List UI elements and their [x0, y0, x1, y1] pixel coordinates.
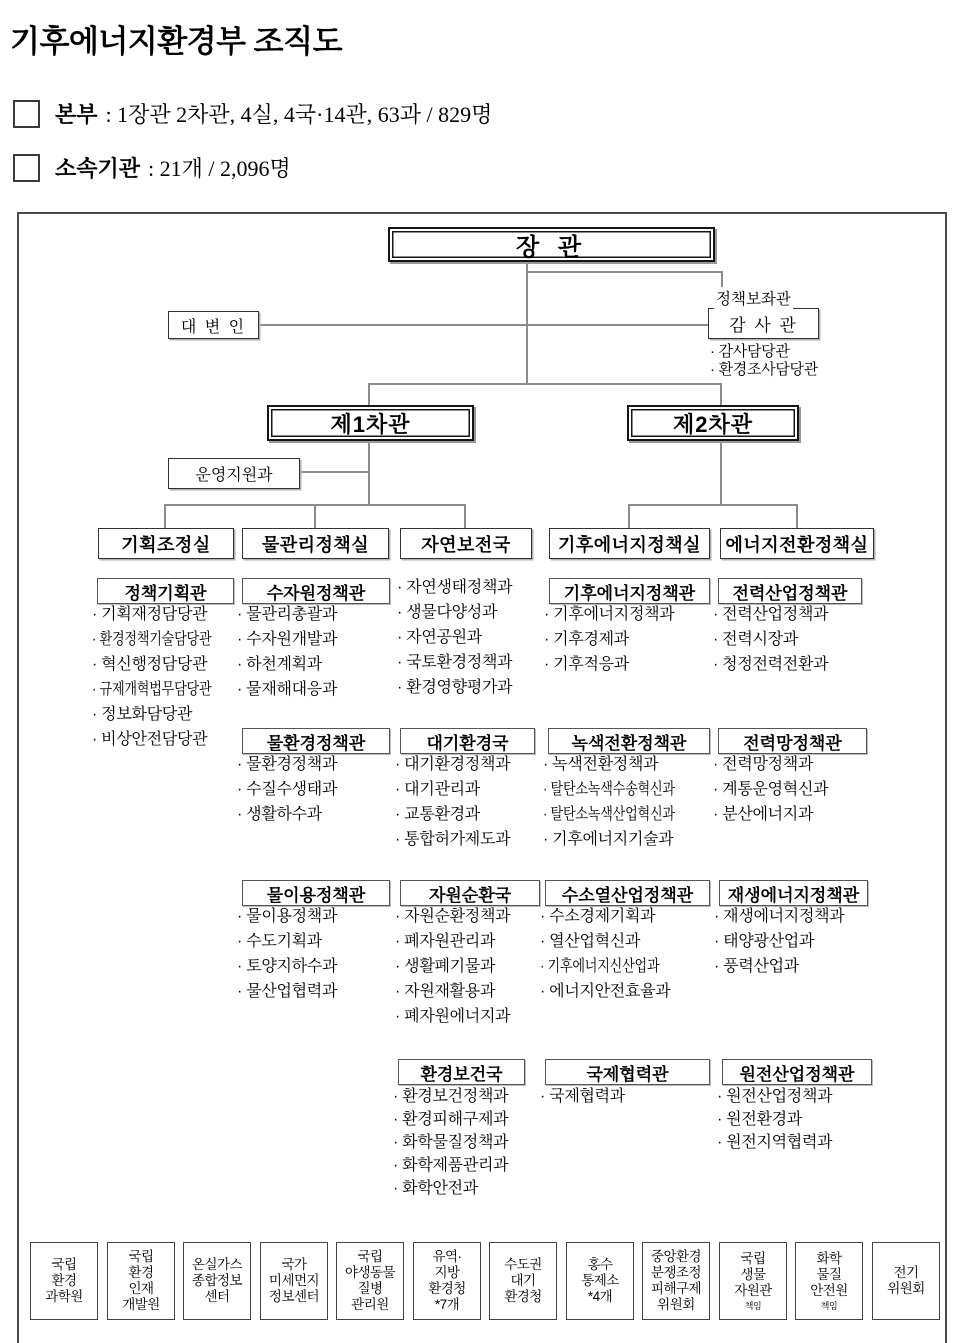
division-items: [92, 602, 238, 752]
department-item: · 에너지안전효율과: [540, 983, 671, 1000]
department-item: · 규제개혁법무담당관: [92, 681, 212, 698]
department-item: · 전력시장과: [713, 631, 798, 648]
connector-line: [720, 437, 722, 505]
department-item: · 기후에너지정책과: [544, 606, 675, 623]
department-item: · 생활하수과: [237, 806, 322, 823]
connector-line: [368, 383, 721, 385]
department-item: · 기후적응과: [544, 656, 629, 673]
division-items: [393, 1085, 508, 1200]
department-item: · 수질수생태과: [237, 781, 338, 798]
connector-line: [164, 504, 166, 529]
division-items: [237, 752, 337, 827]
department-item: · 자원순환정책과: [395, 908, 511, 925]
department-item: · 녹색전환정책과: [543, 756, 659, 773]
department-item: · 화학제품관리과: [393, 1157, 509, 1174]
department-item: · 혁신행정담당관: [92, 656, 208, 673]
department-item: · 생물다양성과: [397, 604, 498, 621]
summary-label: 소속기관: [55, 156, 141, 181]
department-item: · 탈탄소녹색산업혁신과: [543, 806, 675, 823]
division-header: 자원순환국: [400, 880, 540, 906]
department-item: · 물관리총괄과: [237, 606, 338, 623]
connector-line: [257, 324, 709, 326]
connector-line: [796, 504, 798, 529]
department-item: · 통합허가제도과: [395, 831, 511, 848]
institution-box: [30, 1242, 98, 1320]
department-item: · 탈탄소녹색수송혁신과: [543, 781, 675, 798]
department-item: · 물산업협력과: [237, 983, 338, 1000]
institution-box: [795, 1242, 863, 1320]
division-items: [237, 904, 337, 1004]
department-item: · 전력망정책과: [713, 756, 814, 773]
division-items: [713, 602, 828, 677]
department-item: · 기후에너지기술과: [543, 831, 674, 848]
department-item: · 하천계획과: [237, 656, 322, 673]
department-item: · 환경조사담당관: [710, 361, 818, 378]
department-item: · 물환경정책과: [237, 756, 338, 773]
institution-note: 책임: [744, 1301, 762, 1311]
square-bullet-icon: [13, 100, 40, 128]
institution-name: 홍수 통제소 *4개: [581, 1257, 619, 1304]
department-item: · 생활폐기물과: [395, 958, 496, 975]
department-item: · 원전환경과: [717, 1111, 802, 1128]
division-header: 대기환경국: [400, 728, 535, 754]
division-items: [395, 752, 510, 852]
institution-name: 화학 물질 안전원 책임: [810, 1251, 848, 1311]
summary-headquarters: [13, 98, 492, 129]
department-item: · 수도기획과: [237, 933, 322, 950]
department-item: · 물재해대응과: [237, 681, 338, 698]
division-header: 정책기획관: [97, 578, 234, 604]
department-item: · 수자원개발과: [237, 631, 338, 648]
department-item: · 환경정책기술담당관: [92, 631, 212, 648]
connector-line: [526, 258, 528, 384]
department-item: · 환경영향평가과: [397, 679, 513, 696]
connector-line: [464, 504, 466, 529]
summary-text: : 1장관 2차관, 4실, 4국·14관, 63과 / 829명: [105, 102, 493, 127]
department-item: · 재생에너지정책과: [714, 908, 845, 925]
institution-note: 책임: [820, 1301, 838, 1311]
vice-minister-1-box: 제1차관: [267, 405, 474, 441]
division-items: [717, 1085, 832, 1154]
page-title: 기후에너지환경부 조직도: [10, 24, 343, 59]
division-items: [540, 904, 686, 1004]
department-item: · 환경피해구제과: [393, 1111, 509, 1128]
department-item: · 대기환경정책과: [395, 756, 511, 773]
division-items: [543, 752, 704, 852]
connector-line: [628, 504, 797, 506]
department-item: · 원전산업정책과: [717, 1088, 833, 1105]
institution-box: [489, 1242, 557, 1320]
institution-name: 온실가스 종합정보 센터: [191, 1257, 243, 1304]
division-header: 수자원정책관: [242, 578, 390, 604]
institution-box: [413, 1242, 481, 1320]
summary-label: 본부: [55, 102, 98, 127]
institution-box: [566, 1242, 634, 1320]
department-item: · 청정전력전환과: [713, 656, 829, 673]
bureau-box: 에너지전환정책실: [720, 528, 874, 559]
division-header: 전력산업정책관: [718, 578, 862, 604]
bureau-box: 물관리정책실: [242, 528, 389, 559]
department-item: · 기후에너지신산업과: [540, 958, 660, 975]
department-item: · 국제협력과: [540, 1088, 625, 1105]
department-item: · 풍력산업과: [714, 958, 799, 975]
operation-support-box: 운영지원과: [168, 458, 300, 489]
auditor-box: 감 사 관: [708, 308, 819, 339]
department-item: · 폐자원관리과: [395, 933, 496, 950]
connector-line: [628, 504, 630, 529]
bureau-box: 자연보전국: [400, 528, 532, 559]
summary-text: : 21개 / 2,096명: [148, 156, 291, 181]
division-header: 국제협력관: [545, 1059, 710, 1085]
department-item: · 교통환경과: [395, 806, 480, 823]
department-item: · 열산업혁신과: [540, 933, 641, 950]
connector-line: [720, 383, 722, 406]
department-item: · 기획재정담당관: [92, 606, 208, 623]
institution-name: 국립 야생동물 질병 관리원: [344, 1249, 396, 1312]
department-item: · 감사담당관: [710, 343, 790, 360]
department-item: · 화학물질정책과: [393, 1134, 509, 1151]
division-items: [713, 752, 828, 827]
department-item: · 수소경제기획과: [540, 908, 656, 925]
institution-name: 국립 생물 자원관 책임: [734, 1251, 772, 1311]
department-item: · 폐자원에너지과: [395, 1008, 511, 1025]
department-item: · 분산에너지과: [713, 806, 814, 823]
division-header: 전력망정책관: [718, 728, 867, 754]
policy-advisor-label: 정책보좌관: [714, 287, 793, 309]
division-header: 수소열산업정책관: [545, 880, 710, 906]
spokesperson-box: 대 변 인: [168, 311, 259, 339]
institution-box: [872, 1242, 940, 1320]
institution-name: 중앙환경 분쟁조정 피해구제 위원회: [650, 1249, 702, 1312]
connector-line: [298, 471, 369, 473]
division-header: 환경보건국: [398, 1059, 525, 1085]
department-item: · 자원재활용과: [395, 983, 496, 1000]
department-item: · 토양지하수과: [237, 958, 338, 975]
division-items: [544, 602, 674, 677]
department-item: · 화학안전과: [393, 1180, 478, 1197]
department-item: · 환경보건정책과: [393, 1088, 509, 1105]
institution-name: 전기 위원회: [887, 1265, 925, 1296]
department-item: · 계통운영혁신과: [713, 781, 829, 798]
institution-box: [183, 1242, 251, 1320]
department-item: · 전력산업정책과: [713, 606, 829, 623]
department-item: · 기후경제과: [544, 631, 629, 648]
institution-box: [107, 1242, 175, 1320]
department-item: · 자연공원과: [397, 629, 482, 646]
institution-name: 수도권 대기 환경청: [504, 1257, 542, 1304]
division-header: 기후에너지정책관: [549, 578, 710, 604]
bureau-box: 기후에너지정책실: [549, 528, 710, 559]
connector-line: [526, 271, 722, 273]
institution-name: 국립 환경 인재 개발원: [122, 1249, 160, 1312]
division-items: [714, 904, 844, 979]
department-item: · 태양광산업과: [714, 933, 815, 950]
institution-box: [642, 1242, 710, 1320]
vice-minister-2-box: 제2차관: [627, 405, 799, 441]
division-items: [395, 904, 510, 1029]
division-header: 재생에너지정책관: [719, 880, 868, 906]
bureau-box: 기획조정실: [98, 528, 234, 559]
institution-box: [260, 1242, 328, 1320]
square-bullet-icon: [13, 154, 40, 182]
division-header: 원전산업정책관: [722, 1059, 872, 1085]
department-item: · 자연생태정책과: [397, 579, 513, 596]
department-item: · 대기관리과: [395, 781, 480, 798]
institution-name: 국립 환경 과학원: [45, 1257, 83, 1304]
connector-line: [314, 504, 316, 529]
connector-line: [368, 383, 370, 406]
institution-box: [719, 1242, 787, 1320]
department-item: · 국토환경정책과: [397, 654, 513, 671]
department-item: · 정보화담당관: [92, 706, 193, 723]
department-item: · 원전지역협력과: [717, 1134, 833, 1151]
summary-affiliates: [13, 152, 291, 183]
institution-box: [336, 1242, 404, 1320]
division-items: [540, 1085, 625, 1108]
division-header: 녹색전환정책관: [548, 728, 710, 754]
division-header: 물이용정책관: [242, 880, 390, 906]
department-item: · 비상안전담당관: [92, 731, 208, 748]
division-items: [397, 575, 512, 700]
division-header: 물환경정책관: [242, 728, 390, 754]
department-item: · 물이용정책과: [237, 908, 338, 925]
institution-name: 국가 미세먼지 정보센터: [268, 1257, 320, 1304]
minister-box: 장 관: [388, 227, 715, 262]
institution-name: 유역· 지방 환경청 *7개: [428, 1249, 466, 1312]
auditor-items: [710, 343, 818, 379]
division-items: [237, 602, 337, 702]
